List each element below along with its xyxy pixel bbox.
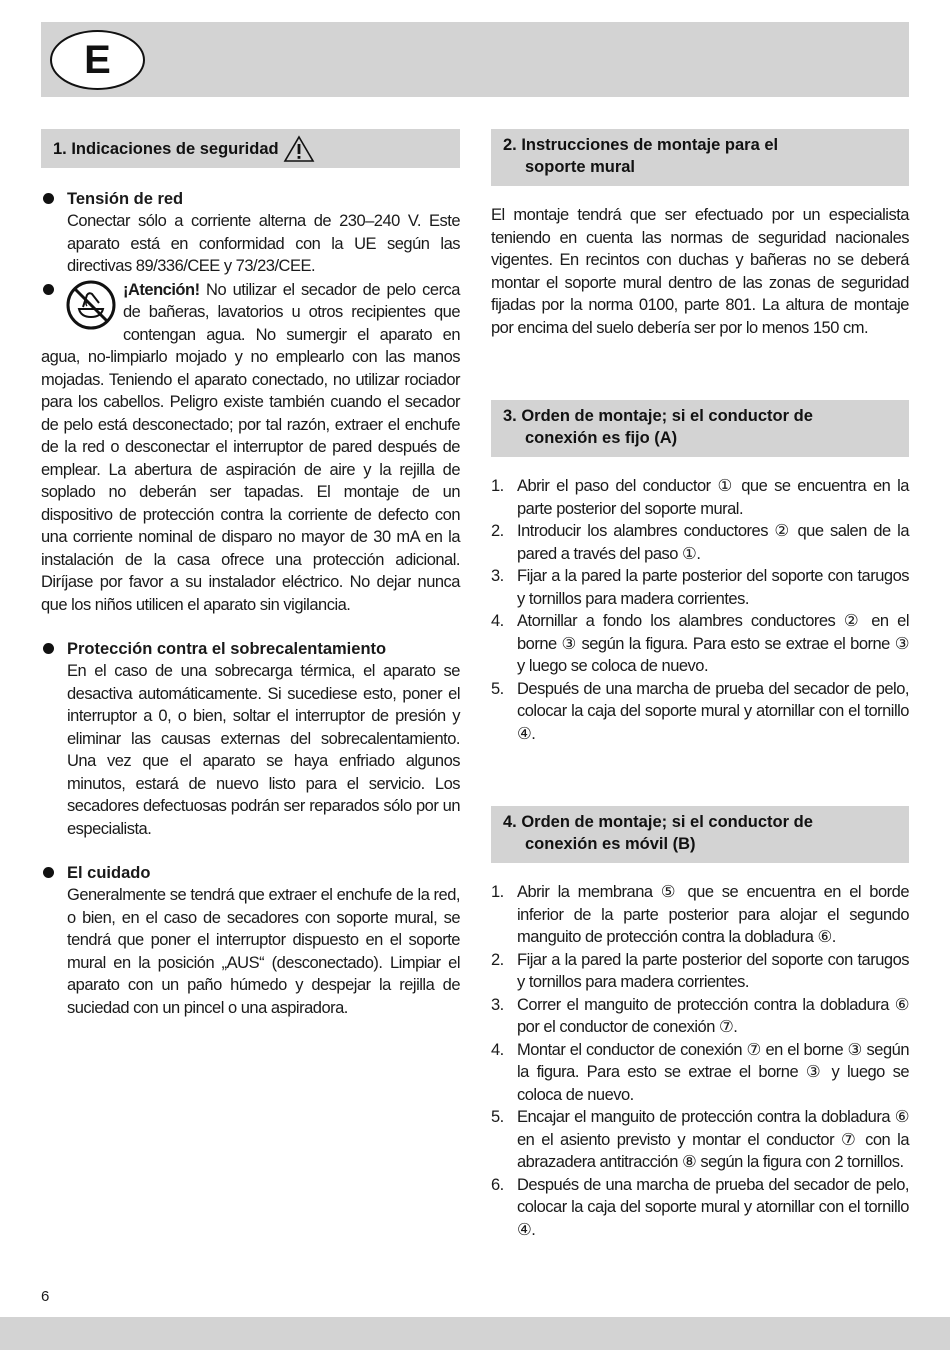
cuidado-block [41, 862, 460, 1019]
section-3-title-line1: 3. Orden de montaje; si el conductor de [503, 407, 813, 425]
list-item: 1. Abrir la membrana ⑤ que se encuentra en el borde inferior de la parte posterior para alojar el segundo manguito de protección contra la dobladura ⑥. [491, 883, 909, 946]
section-2-text: El montaje tendrá que ser efectuado por un especialista teniendo en cuenta las normas de seguridad nacionales vigentes. En recintos con duchas y bañeras no se deberá montar el soporte mural dentro de las zonas de seguridad fijadas por la norma 0100, parte 801. La altura de montaje por encima del suelo debería ser por lo menos 150 cm. [491, 206, 909, 337]
bullet-icon [43, 193, 54, 204]
bullet-icon [43, 284, 54, 295]
atencion-block [41, 279, 460, 617]
proteccion-block [41, 638, 460, 840]
proteccion-heading: Protección contra el sobrecalentamiento [67, 640, 387, 658]
section-2-heading [491, 129, 909, 186]
language-badge [50, 30, 145, 90]
tension-block [41, 188, 460, 278]
tension-text: Conectar sólo a corriente alterna de 230–240 V. Este aparato está en conformidad con la UE según las directivas 89/336/CEE y 73/23/CEE. [67, 212, 460, 275]
bullet-icon [43, 643, 54, 654]
section-3-list [491, 475, 909, 745]
bullet-icon [43, 867, 54, 878]
section-1-heading [41, 129, 460, 168]
cuidado-heading: El cuidado [67, 864, 151, 882]
list-item: 5. Después de una marcha de prueba del secador de pelo, colocar la caja del soporte mural y atornillar con el tornillo ④. [491, 679, 909, 743]
tension-heading: Tensión de red [67, 190, 184, 208]
list-item: 4. Montar el conductor de conexión ⑦ en el borne ③ según la figura. Para esto se extrae el borne ③ y luego se coloca de nuevo. [491, 1040, 909, 1104]
no-water-icon [65, 279, 117, 331]
header-bar [41, 22, 909, 97]
warning-triangle-icon [283, 135, 315, 163]
atencion-paragraph [41, 279, 460, 617]
list-item: 4. Atornillar a fondo los alambres conductores ② en el borne ③ según la figura. Para esto se extrae el borne ③ y luego se coloca de nuevo. [491, 612, 909, 675]
section-3-heading [491, 400, 909, 457]
list-item: 3. Correr el manguito de protección contra la dobladura ⑥ por el conductor de conexión ⑦. [491, 995, 909, 1036]
left-column [41, 129, 460, 1019]
page-number: 6 [41, 1288, 50, 1305]
list-item: 5. Encajar el manguito de protección contra la dobladura ⑥ en el asiento previsto y montar el conductor ⑦ con la abrazadera antitracción ⑧ según la figura con 2 tornillos. [491, 1108, 909, 1171]
cuidado-text: Generalmente se tendrá que extraer el enchufe de la red, o bien, en el caso de secadores con soporte mural, se tendrá que poner el interruptor dispuesto en el soporte mural en la posición „AUS“ (desconectado). Limpiar el aparato con un paño húmedo y despejar la rejilla de suciedad con un pincel o una aspiradora. [67, 886, 460, 1017]
list-item: 2. Fijar a la pared la parte posterior del soporte con tarugos y tornillos para madera corrientes. [491, 950, 909, 991]
atencion-text: No utilizar el secador de pelo cerca de bañeras, lavatorios u otros recipientes que contengan agua. No sumergir el aparato en agua, no-limpiarlo mojado y no emplearlo con las manos mojadas. Teniendo el aparato conectado, no utilizar rociador para los cabellos. Peligro existe también cuando el secador de pelo está desconectado; por tal razón, extraer el enchufe de la red o desconectar el interruptor de pared después de emplear. La abertura de aspiración de aire y la rejilla de soplado no deberán ser tapadas. El montaje de un dispositivo de protección contra la corriente de defecto con una corriente nominal de disparo no mayor de 30 mA en la instalación de la casa ofrece una protección adicional. Diríjase por favor a su instalador eléctrico. No dejar nunca que los niños utilicen el aparato sin vigilancia. [41, 280, 460, 614]
right-column [491, 129, 909, 1241]
section-4-list [491, 881, 909, 1241]
section-4-title-line2: conexión es móvil (B) [525, 835, 696, 853]
list-item: 1. Abrir el paso del conductor ① que se encuentra en la parte posterior del soporte mural. [491, 477, 909, 518]
list-item: 3. Fijar a la pared la parte posterior del soporte con tarugos y tornillos para madera corrientes. [491, 567, 909, 608]
language-letter: E [84, 37, 111, 82]
section-2-title-line1: 2. Instrucciones de montaje para el [503, 136, 779, 154]
section-2-title-line2: soporte mural [525, 158, 636, 176]
section-1-title: 1. Indicaciones de seguridad [53, 139, 279, 158]
proteccion-text: En el caso de una sobrecarga térmica, el aparato se desactiva automáticamente. Si sucediese esto, poner el interruptor a 0, o bien, soltar el interruptor de presión y eliminar las causas externas del sobrecalentamiento. Una vez que el aparato se haya enfriado algunos minutos, estará de nuevo listo para el servicio. Los secadores defectuosas podrán ser reparados sólo por un especialista. [67, 662, 460, 838]
footer-bar [0, 1317, 950, 1350]
atencion-heading: ¡Atención! [123, 280, 200, 299]
list-item: 6. Después de una marcha de prueba del secador de pelo, colocar la caja del soporte mural y atornillar con el tornillo ④. [491, 1175, 909, 1239]
list-item: 2. Introducir los alambres conductores ② que salen de la pared a través del paso ①. [491, 522, 909, 563]
section-4-title-line1: 4. Orden de montaje; si el conductor de [503, 813, 813, 831]
section-4-heading [491, 806, 909, 863]
section-3-title-line2: conexión es fijo (A) [525, 429, 678, 447]
